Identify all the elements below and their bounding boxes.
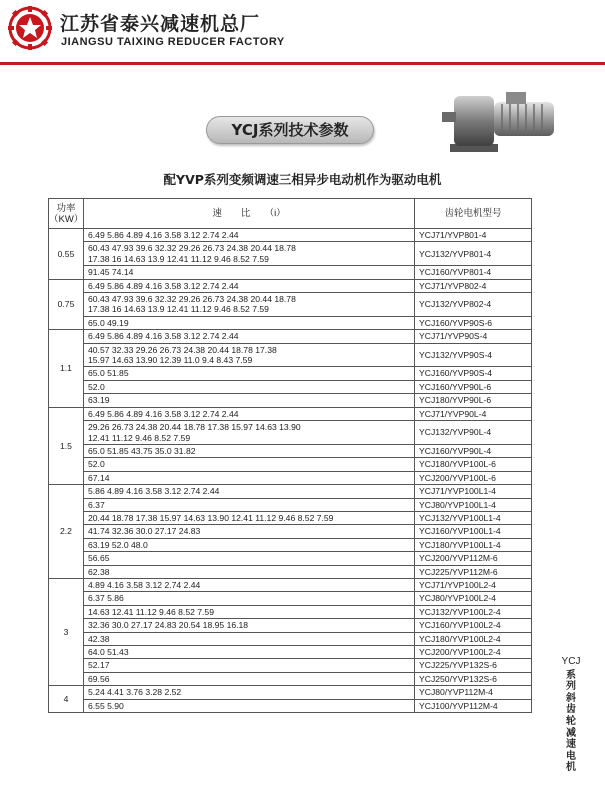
ratio-line: 65.0 51.85	[88, 368, 129, 379]
ratio-cell	[84, 672, 415, 685]
ratio-cell	[84, 699, 415, 712]
header-power-unit: （KW）	[49, 213, 84, 225]
table-row	[49, 699, 532, 712]
ratio-line: 65.0 51.85 43.75 35.0 31.82	[88, 445, 196, 456]
ratio-line: 12.41 11.12 9.46 8.52 7.59	[88, 432, 191, 443]
ratio-line: 60.43 47.93 39.6 32.32 29.26 26.73 24.38 20.44 18.78	[88, 294, 296, 305]
power-cell: 0.55	[49, 229, 84, 280]
model-cell: YCJ160/YVP90S-6	[415, 316, 532, 329]
power-cell: 1.5	[49, 407, 84, 484]
model-cell: YCJ160/YVP90L-4	[415, 444, 532, 457]
model-cell: YCJ71/YVP90L-4	[415, 407, 532, 420]
ratio-cell	[84, 229, 415, 242]
ratio-cell	[84, 565, 415, 578]
power-cell: 0.75	[49, 279, 84, 330]
ratio-line: 6.49 5.86 4.89 4.16 3.58 3.12 2.74 2.44	[88, 280, 239, 291]
header-power-label: 功率	[56, 202, 76, 214]
model-cell: YCJ180/YVP100L-6	[415, 458, 532, 471]
table-row	[49, 619, 532, 632]
spec-table	[48, 198, 532, 713]
ratio-cell	[84, 592, 415, 605]
ratio-line: 29.26 26.73 24.38 20.44 18.78 17.38 15.97 14.63 13.90	[88, 422, 301, 433]
header-divider	[0, 62, 605, 65]
ratio-line: 52.0	[88, 381, 105, 392]
model-cell: YCJ71/YVP100L2-4	[415, 578, 532, 591]
model-cell: YCJ160/YVP90S-4	[415, 367, 532, 380]
ratio-cell	[84, 330, 415, 343]
ratio-cell	[84, 511, 415, 524]
ratio-cell	[84, 659, 415, 672]
table-row	[49, 565, 532, 578]
model-cell: YCJ80/YVP112M-4	[415, 686, 532, 699]
header-power	[49, 199, 84, 229]
table-row	[49, 330, 532, 343]
table-subtitle: 配YVP系列变频调速三相异步电动机作为驱动电机	[163, 172, 442, 187]
model-cell: YCJ71/YVP801-4	[415, 229, 532, 242]
model-cell: YCJ200/YVP100L2-4	[415, 646, 532, 659]
table-row	[49, 578, 532, 591]
ratio-line: 63.19	[88, 395, 110, 406]
ratio-cell	[84, 686, 415, 699]
ratio-cell	[84, 242, 415, 266]
ratio-line: 5.24 4.41 3.76 3.28 2.52	[88, 687, 182, 698]
model-cell: YCJ132/YVP90S-4	[415, 343, 532, 367]
ratio-cell	[84, 367, 415, 380]
table-row	[49, 242, 532, 266]
table-row	[49, 367, 532, 380]
table-header-row	[49, 199, 532, 229]
model-cell: YCJ100/YVP112M-4	[415, 699, 532, 712]
ratio-line: 60.43 47.93 39.6 32.32 29.26 26.73 24.38 20.44 18.78	[88, 243, 296, 254]
side-label-char: 轮	[566, 715, 576, 727]
ratio-line: 6.37	[88, 499, 105, 510]
ratio-line: 6.55 5.90	[88, 700, 124, 711]
power-cell: 2.2	[49, 485, 84, 579]
header-ratio: 速 比 （i）	[84, 199, 415, 229]
table-row	[49, 279, 532, 292]
ratio-cell	[84, 421, 415, 445]
model-cell: YCJ200/YVP100L-6	[415, 471, 532, 484]
model-cell: YCJ160/YVP801-4	[415, 266, 532, 279]
table-row	[49, 407, 532, 420]
table-row	[49, 458, 532, 471]
ratio-cell	[84, 293, 415, 317]
ratio-line: 15.97 14.63 13.90 12.39 11.0 9.4 8.43 7.59	[88, 355, 253, 366]
table-row	[49, 525, 532, 538]
table-row	[49, 485, 532, 498]
model-cell: YCJ132/YVP802-4	[415, 293, 532, 317]
ratio-line: 63.19 52.0 48.0	[88, 539, 148, 550]
ratio-cell	[84, 471, 415, 484]
ratio-line: 40.57 32.33 29.26 26.73 24.38 20.44 18.78 17.38	[88, 344, 277, 355]
model-cell: YCJ180/YVP90L-6	[415, 394, 532, 407]
ratio-line: 4.89 4.16 3.58 3.12 2.74 2.44	[88, 579, 201, 590]
ratio-cell	[84, 279, 415, 292]
ratio-line: 62.38	[88, 566, 110, 577]
side-label-char: 电	[566, 750, 576, 762]
ratio-cell	[84, 525, 415, 538]
ratio-cell	[84, 266, 415, 279]
ratio-line: 6.37 5.86	[88, 593, 124, 604]
ratio-cell	[84, 538, 415, 551]
ratio-line: 17.38 16 14.63 13.9 12.41 11.12 9.46 8.52 7.59	[88, 304, 269, 315]
model-cell: YCJ80/YVP100L1-4	[415, 498, 532, 511]
model-cell: YCJ71/YVP90S-4	[415, 330, 532, 343]
model-cell: YCJ132/YVP100L2-4	[415, 605, 532, 618]
ratio-line: 65.0 49.19	[88, 317, 129, 328]
ratio-line: 64.0 51.43	[88, 647, 129, 657]
ratio-line: 67.14	[88, 472, 110, 483]
side-label-chars	[556, 670, 586, 774]
ratio-line: 14.63 12.41 11.12 9.46 8.52 7.59	[88, 606, 214, 617]
ratio-line: 20.44 18.78 17.38 15.97 14.63 13.90 12.41 11.12 9.46 8.52 7.59	[88, 512, 334, 523]
table-row	[49, 316, 532, 329]
gear-motor-photo	[440, 82, 560, 164]
ratio-cell	[84, 646, 415, 659]
ratio-cell	[84, 485, 415, 498]
ratio-line: 42.38	[88, 633, 110, 644]
side-label-char: 列	[566, 681, 576, 693]
table-row	[49, 511, 532, 524]
power-cell: 1.1	[49, 330, 84, 407]
ratio-line: 5.86 4.89 4.16 3.58 3.12 2.74 2.44	[88, 486, 220, 497]
table-row	[49, 343, 532, 367]
model-cell: YCJ71/YVP802-4	[415, 279, 532, 292]
ratio-cell	[84, 498, 415, 511]
model-cell: YCJ132/YVP100L1-4	[415, 511, 532, 524]
ratio-line: 6.49 5.86 4.89 4.16 3.58 3.12 2.74 2.44	[88, 230, 239, 240]
table-row	[49, 686, 532, 699]
table-row	[49, 293, 532, 317]
ratio-cell	[84, 343, 415, 367]
table-row	[49, 394, 532, 407]
ratio-line: 52.17	[88, 660, 110, 671]
side-label-char: 齿	[566, 704, 576, 716]
table-row	[49, 266, 532, 279]
ratio-cell	[84, 407, 415, 420]
model-cell: YCJ200/YVP112M-6	[415, 552, 532, 565]
side-label-char: 速	[566, 739, 576, 751]
model-cell: YCJ225/YVP112M-6	[415, 565, 532, 578]
ratio-line: 41.74 32.36 30.0 27.17 24.83	[88, 526, 201, 537]
header-model: 齿轮电机型号	[415, 199, 532, 229]
model-cell: YCJ160/YVP100L1-4	[415, 525, 532, 538]
table-row	[49, 471, 532, 484]
table-row	[49, 646, 532, 659]
ratio-cell	[84, 619, 415, 632]
power-cell: 3	[49, 578, 84, 685]
side-label-char: 系	[566, 669, 576, 681]
ratio-line: 91.45 74.14	[88, 267, 134, 278]
ratio-line: 32.36 30.0 27.17 24.83 20.54 18.95 16.18	[88, 620, 249, 631]
table-row	[49, 632, 532, 645]
spec-table-body	[49, 229, 532, 713]
model-cell: YCJ225/YVP132S-6	[415, 659, 532, 672]
model-cell: YCJ180/YVP100L2-4	[415, 632, 532, 645]
table-row	[49, 552, 532, 565]
page-header	[0, 0, 605, 62]
model-cell: YCJ160/YVP90L-6	[415, 380, 532, 393]
model-cell: YCJ180/YVP100L1-4	[415, 538, 532, 551]
ratio-line: 17.38 16 14.63 13.9 12.41 11.12 9.46 8.52 7.59	[88, 253, 269, 264]
ratio-cell	[84, 632, 415, 645]
side-label-char: 减	[566, 727, 576, 739]
ratio-cell	[84, 458, 415, 471]
page-title: YCJ系列技术参数	[206, 116, 374, 144]
table-row	[49, 659, 532, 672]
table-row	[49, 498, 532, 511]
ratio-line: 56.65	[88, 553, 110, 564]
model-cell: YCJ132/YVP90L-4	[415, 421, 532, 445]
model-cell: YCJ250/YVP132S-6	[415, 672, 532, 685]
company-name-cn: 江苏省泰兴减速机总厂	[60, 13, 261, 35]
side-label-char: 机	[566, 762, 576, 774]
table-row	[49, 538, 532, 551]
model-cell: YCJ132/YVP801-4	[415, 242, 532, 266]
ratio-cell	[84, 605, 415, 618]
table-row	[49, 421, 532, 445]
company-logo-icon	[8, 6, 52, 50]
power-cell: 4	[49, 686, 84, 713]
side-label-latin: YCJ	[561, 656, 581, 667]
ratio-line: 69.56	[88, 673, 110, 684]
ratio-line: 52.0	[88, 459, 105, 470]
model-cell: YCJ71/YVP100L1-4	[415, 485, 532, 498]
ratio-cell	[84, 552, 415, 565]
ratio-cell	[84, 316, 415, 329]
table-row	[49, 444, 532, 457]
table-row	[49, 592, 532, 605]
table-row	[49, 380, 532, 393]
company-name-en: JIANGSU TAIXING REDUCER FACTORY	[61, 36, 285, 48]
ratio-cell	[84, 578, 415, 591]
table-row	[49, 229, 532, 242]
ratio-cell	[84, 444, 415, 457]
ratio-cell	[84, 394, 415, 407]
ratio-line: 6.49 5.86 4.89 4.16 3.58 3.12 2.74 2.44	[88, 331, 239, 342]
side-label-char: 斜	[566, 692, 576, 704]
ratio-cell	[84, 380, 415, 393]
model-cell: YCJ80/YVP100L2-4	[415, 592, 532, 605]
table-row	[49, 672, 532, 685]
series-side-label	[556, 656, 586, 774]
model-cell: YCJ160/YVP100L2-4	[415, 619, 532, 632]
table-row	[49, 605, 532, 618]
ratio-line: 6.49 5.86 4.89 4.16 3.58 3.12 2.74 2.44	[88, 408, 239, 419]
